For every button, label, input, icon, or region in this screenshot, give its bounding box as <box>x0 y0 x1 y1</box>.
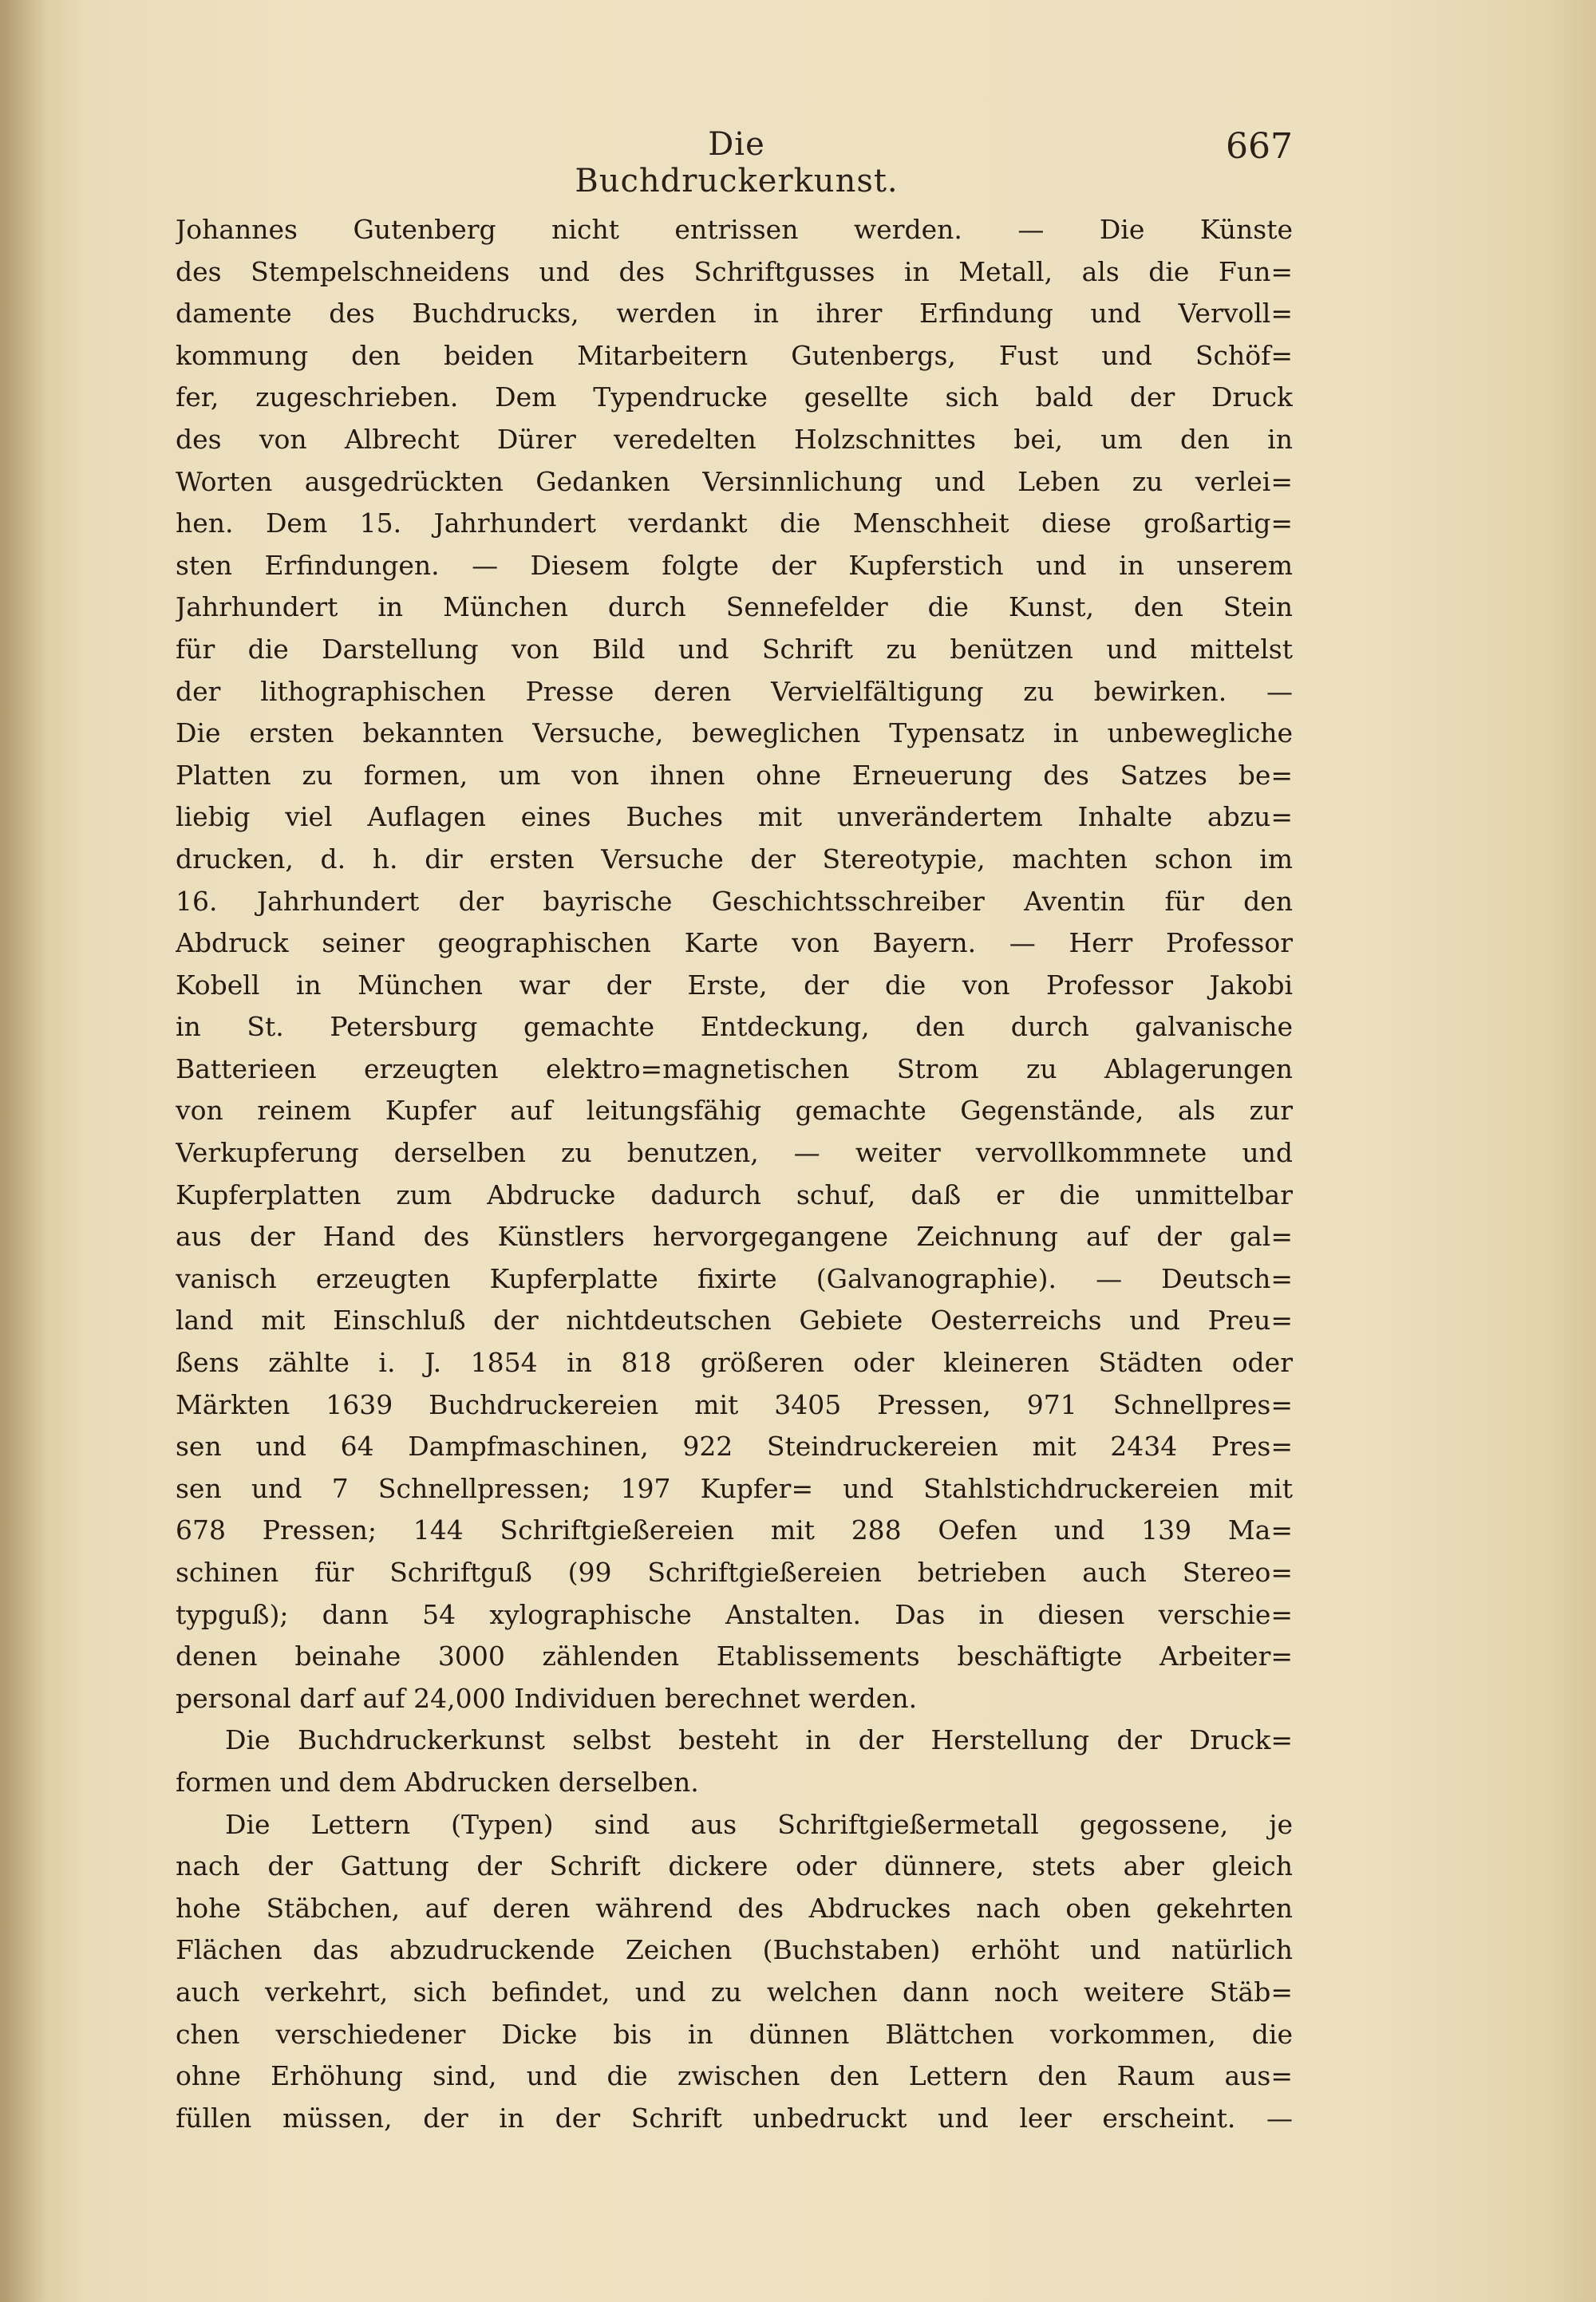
text-line: fer, zugeschrieben. Dem Typendrucke gesellte sich bald der Druck <box>176 381 1293 413</box>
text-line: Verkupferung derselben zu benutzen, — weiter vervollkommnete und <box>176 1137 1293 1169</box>
text-line: denen beinahe 3000 zählenden Etablissements beschäftigte Arbeiter= <box>176 1641 1293 1672</box>
text-line: Kobell in München war der Erste, der die von Professor Jakobi <box>176 969 1293 1001</box>
text-line: schinen für Schriftguß (99 Schriftgießereien betrieben auch Stereo= <box>176 1557 1293 1588</box>
running-title: Die Buchdruckerkunst. <box>575 126 899 199</box>
text-line: kommung den beiden Mitarbeitern Gutenbergs, Fust und Schöf= <box>176 339 1293 371</box>
text-line: Kupferplatten zum Abdrucke dadurch schuf, daß er die unmittelbar <box>176 1179 1293 1210</box>
text-line: ohne Erhöhung sind, und die zwischen den Lettern den Raum aus= <box>176 2060 1293 2092</box>
text-line: hen. Dem 15. Jahrhundert verdankt die Menschheit diese großartig= <box>176 507 1293 539</box>
text-line: Abdruck seiner geographischen Karte von Bayern. — Herr Professor <box>176 927 1293 959</box>
text-line: sten Erfindungen. — Diesem folgte der Kupferstich und in unserem <box>176 549 1293 581</box>
text-line: 16. Jahrhundert der bayrische Geschichtsschreiber Aventin für den <box>176 885 1293 917</box>
page-number: 667 <box>1226 126 1293 167</box>
text-line: des von Albrecht Dürer veredelten Holzschnittes bei, um den in <box>176 423 1293 455</box>
text-line: nach der Gattung der Schrift dickere oder dünnere, stets aber gleich <box>176 1850 1293 1882</box>
text-line: Die ersten bekannten Versuche, beweglichen Typensatz in unbewegliche <box>176 717 1293 749</box>
running-head <box>176 126 1293 199</box>
text-line: personal darf auf 24,000 Individuen berechnet werden. <box>176 1682 918 1714</box>
text-line: formen und dem Abdrucken derselben. <box>176 1766 699 1798</box>
text-line: hohe Stäbchen, auf deren während des Abdruckes nach oben gekehrten <box>176 1892 1293 1924</box>
text-line: Johannes Gutenberg nicht entrissen werden. — Die Künste <box>176 214 1293 245</box>
body-text <box>176 209 1293 2139</box>
text-line: typguß); dann 54 xylographische Anstalten. Das in diesen verschie= <box>176 1598 1293 1630</box>
text-line: aus der Hand des Künstlers hervorgegangene Zeichnung auf der gal= <box>176 1221 1293 1253</box>
text-line: 678 Pressen; 144 Schriftgießereien mit 288 Oefen und 139 Ma= <box>176 1514 1293 1546</box>
text-line: von reinem Kupfer auf leitungsfähig gemachte Gegenstände, als zur <box>176 1095 1293 1127</box>
text-line: Batterieen erzeugten elektro=magnetischen Strom zu Ablagerungen <box>176 1052 1293 1084</box>
text-line: vanisch erzeugten Kupferplatte fixirte (Galvanographie). — Deutsch= <box>176 1262 1293 1294</box>
text-line: Worten ausgedrückten Gedanken Versinnlichung und Leben zu verlei= <box>176 465 1293 497</box>
text-line: sen und 7 Schnellpressen; 197 Kupfer= und Stahlstichdruckereien mit <box>176 1472 1293 1504</box>
text-line: drucken, d. h. dir ersten Versuche der Stereotypie, machten schon im <box>176 843 1293 875</box>
text-line: der lithographischen Presse deren Vervielfältigung zu bewirken. — <box>176 675 1293 707</box>
text-line: Jahrhundert in München durch Sennefelder die Kunst, den Stein <box>176 591 1293 623</box>
text-line: des Stempelschneidens und des Schriftgusses in Metall, als die Fun= <box>176 255 1293 287</box>
text-line: ßens zählte i. J. 1854 in 818 größeren oder kleineren Städten oder <box>176 1347 1293 1379</box>
text-line: Platten zu formen, um von ihnen ohne Erneuerung des Satzes be= <box>176 759 1293 791</box>
text-line: liebig viel Auflagen eines Buches mit unverändertem Inhalte abzu= <box>176 801 1293 833</box>
gutter-shadow <box>0 0 48 2302</box>
text-line: füllen müssen, der in der Schrift unbedruckt und leer erscheint. — <box>176 2102 1293 2134</box>
text-line: Flächen das abzudruckende Zeichen (Buchstaben) erhöht und natürlich <box>176 1934 1293 1966</box>
text-line: chen verschiedener Dicke bis in dünnen Blättchen vorkommen, die <box>176 2018 1293 2050</box>
text-line: sen und 64 Dampfmaschinen, 922 Steindruckereien mit 2434 Pres= <box>176 1431 1293 1463</box>
text-line: damente des Buchdrucks, werden in ihrer Erfindung und Vervoll= <box>176 298 1293 330</box>
paragraph-start-line: Die Lettern (Typen) sind aus Schriftgießermetall gegossene, je <box>225 1808 1293 1840</box>
text-line: land mit Einschluß der nichtdeutschen Gebiete Oesterreichs und Preu= <box>176 1305 1293 1337</box>
text-line: in St. Petersburg gemachte Entdeckung, den durch galvanische <box>176 1011 1293 1043</box>
paragraph-start-line: Die Buchdruckerkunst selbst besteht in der Herstellung der Druck= <box>225 1724 1293 1756</box>
text-line: auch verkehrt, sich befindet, und zu welchen dann noch weitere Stäb= <box>176 1976 1293 2008</box>
text-line: Märkten 1639 Buchdruckereien mit 3405 Pressen, 971 Schnellpres= <box>176 1388 1293 1420</box>
text-line: für die Darstellung von Bild und Schrift zu benützen und mittelst <box>176 633 1293 665</box>
